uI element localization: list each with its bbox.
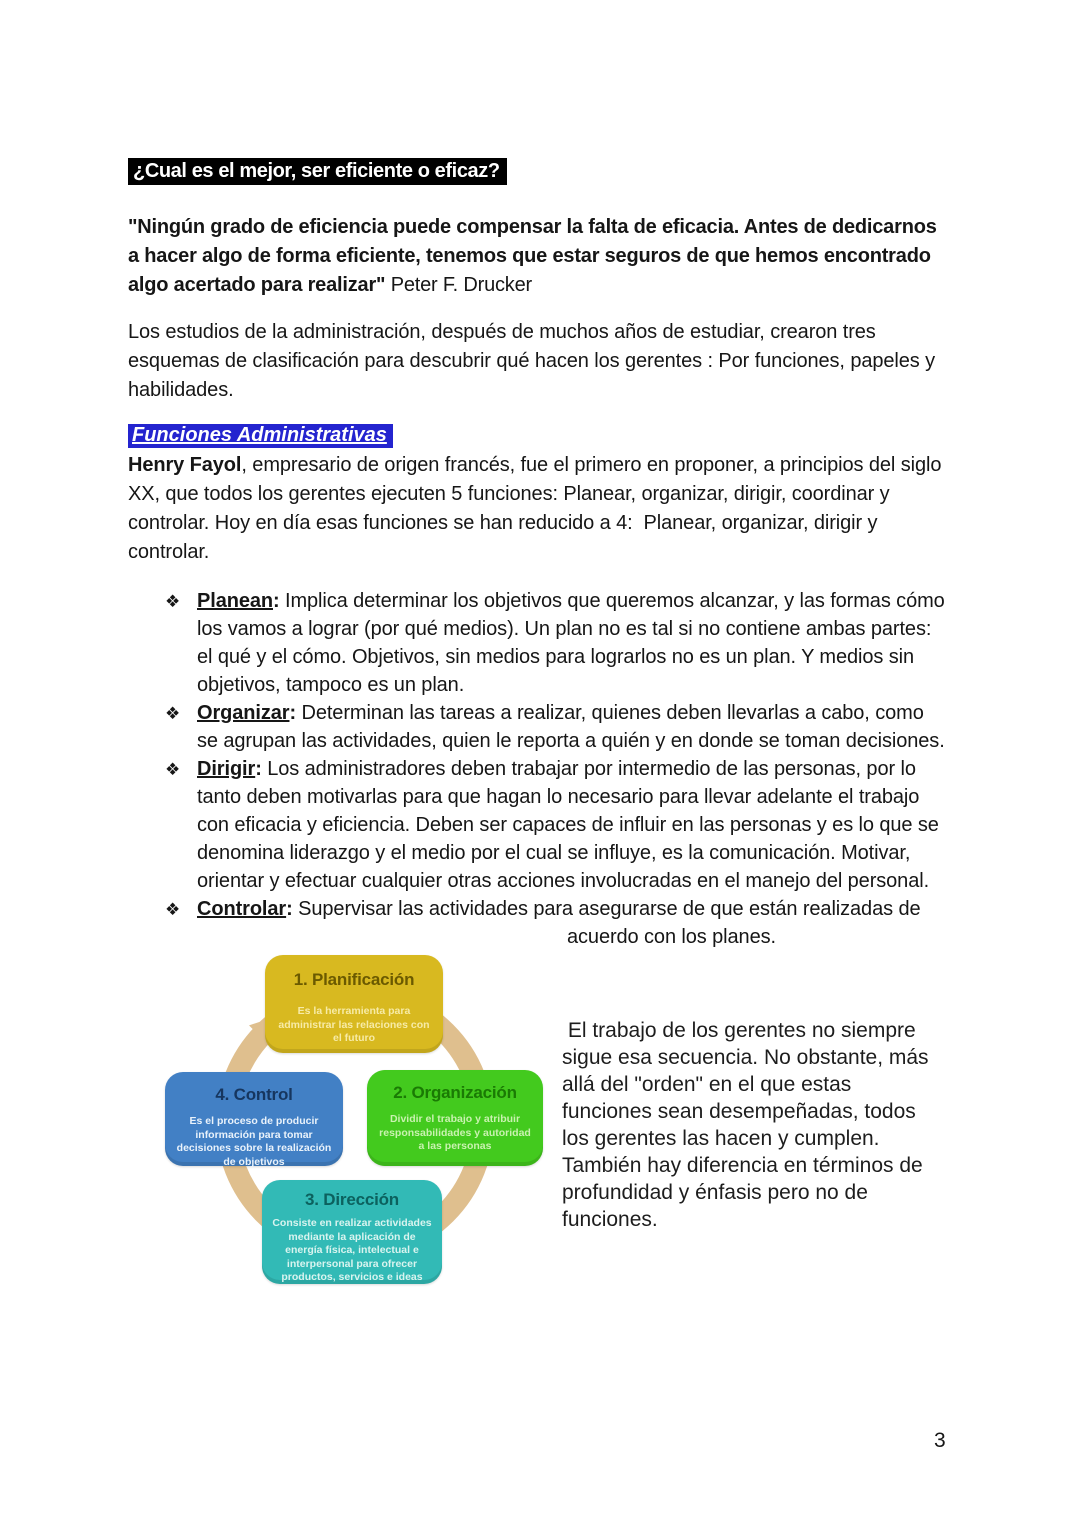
list-separator: : bbox=[289, 702, 297, 724]
diamond-bullet-icon: ❖ bbox=[165, 900, 181, 919]
list-item-controlar bbox=[128, 895, 950, 951]
list-description: Supervisar las actividades para asegurarse de que están realizadas de bbox=[292, 898, 921, 920]
list-term: Organizar bbox=[197, 702, 290, 724]
list-item-dirigir bbox=[128, 755, 950, 895]
diamond-bullet-icon: ❖ bbox=[165, 760, 181, 779]
page-content bbox=[128, 158, 950, 1287]
list-term: Dirigir bbox=[197, 758, 256, 780]
diagram-box-control bbox=[165, 1072, 343, 1166]
list-item-organizar bbox=[128, 699, 950, 755]
side-paragraph: El trabajo de los gerentes no siempre sigue esa secuencia. No obstante, más allá del "orden" en el que estas funciones sean desempeñadas, todos los gerentes las hacen y cumplen. También hay diferencia en términos de profundidad y énfasis pero no de funciones. bbox=[562, 1019, 935, 1231]
list-item-text bbox=[197, 895, 950, 951]
quote-attribution: Peter F. Drucker bbox=[385, 274, 532, 296]
diagram-box-organizacion bbox=[367, 1070, 543, 1166]
box-description: Es el proceso de producir información para tomar decisiones sobre la realización de objetivos bbox=[176, 1115, 332, 1168]
list-item-text bbox=[197, 699, 950, 755]
list-item-text bbox=[197, 587, 950, 699]
fayol-text: , empresario de origen francés, fue el primero en proponer, a principios del siglo XX, que todos los gerentes ejecuten 5 funciones: Planear, organizar, dirigir, coordinar y controlar. Hoy en día esas funciones se han reducido a 4: Planear, organizar, dirigir y controlar. bbox=[128, 454, 947, 563]
section-heading: Funciones Administrativas bbox=[128, 424, 393, 448]
fayol-paragraph bbox=[128, 451, 950, 567]
list-term: Controlar bbox=[197, 898, 287, 920]
box-description: Dividir el trabajo y atribuir responsabilidades y autoridad a las personas bbox=[379, 1113, 531, 1152]
page-title: ¿Cual es el mejor, ser eficiente o eficaz? bbox=[128, 158, 507, 185]
list-description-continuation: acuerdo con los planes. bbox=[567, 926, 776, 948]
drucker-quote bbox=[128, 213, 950, 300]
diamond-bullet-icon: ❖ bbox=[165, 704, 181, 723]
list-separator: : bbox=[286, 898, 293, 920]
box-description: Es la herramienta para administrar las relaciones con el futuro bbox=[278, 1005, 430, 1044]
list-item-planean bbox=[128, 587, 950, 699]
diagram-box-direccion bbox=[262, 1180, 442, 1284]
list-separator: : bbox=[255, 758, 262, 780]
diamond-bullet-icon: ❖ bbox=[165, 592, 181, 611]
list-item-text bbox=[197, 755, 950, 895]
management-cycle-diagram bbox=[160, 955, 552, 1287]
box-title: 1. Planificación bbox=[293, 970, 415, 989]
list-term: Planean bbox=[197, 590, 273, 612]
box-title: 2. Organización bbox=[393, 1083, 517, 1102]
list-description: Implica determinar los objetivos que queremos alcanzar, y las formas cómo los vamos a lograr (por qué medios). Un plan no es tal si no contiene ambas partes: el qué y el cómo. Objetivos, sin medios para lograrlos no es un plan. Y medios sin objetivos, tampoco es un plan. bbox=[197, 590, 951, 696]
quote-text: "Ningún grado de eficiencia puede compensar la falta de eficacia. Antes de dedicarnos a hacer algo de forma eficiente, tenemos que estar seguros de que hemos encontrado algo acertado para realizar" bbox=[128, 216, 943, 296]
box-title: 3. Dirección bbox=[305, 1190, 399, 1209]
box-title: 4. Control bbox=[215, 1085, 293, 1104]
list-description: Los administradores deben trabajar por intermedio de las personas, por lo tanto deben motivarlas para que hagan lo necesario para llevar adelante el trabajo con eficacia y eficiencia. Deben ser capaces de influir en las personas y es lo que se denomina liderazgo y el medio por el cual se influye, es la comunicación. Motivar, orientar y efectuar cualquier otras acciones involucradas en el manejo del personal. bbox=[197, 758, 945, 892]
page-number: 3 bbox=[934, 1429, 946, 1452]
box-description: Consiste en realizar actividades mediante la aplicación de energía física, intelectual e interpersonal para ofrecer productos, servicios e ideas bbox=[272, 1217, 432, 1283]
diagram-box-planificacion bbox=[265, 955, 443, 1053]
functions-list bbox=[128, 587, 950, 951]
fayol-name: Henry Fayol bbox=[128, 454, 242, 476]
diagram-row bbox=[128, 955, 950, 1287]
list-description: Determinan las tareas a realizar, quienes deben llevarlas a cabo, como se agrupan las actividades, quien le reporta a quién y en donde se toman decisiones. bbox=[197, 702, 945, 752]
list-separator: : bbox=[273, 590, 280, 612]
intro-paragraph: Los estudios de la administración, después de muchos años de estudiar, crearon tres esquemas de clasificación para descubrir qué hacen los gerentes : Por funciones, papeles y habilidades. bbox=[128, 321, 941, 401]
